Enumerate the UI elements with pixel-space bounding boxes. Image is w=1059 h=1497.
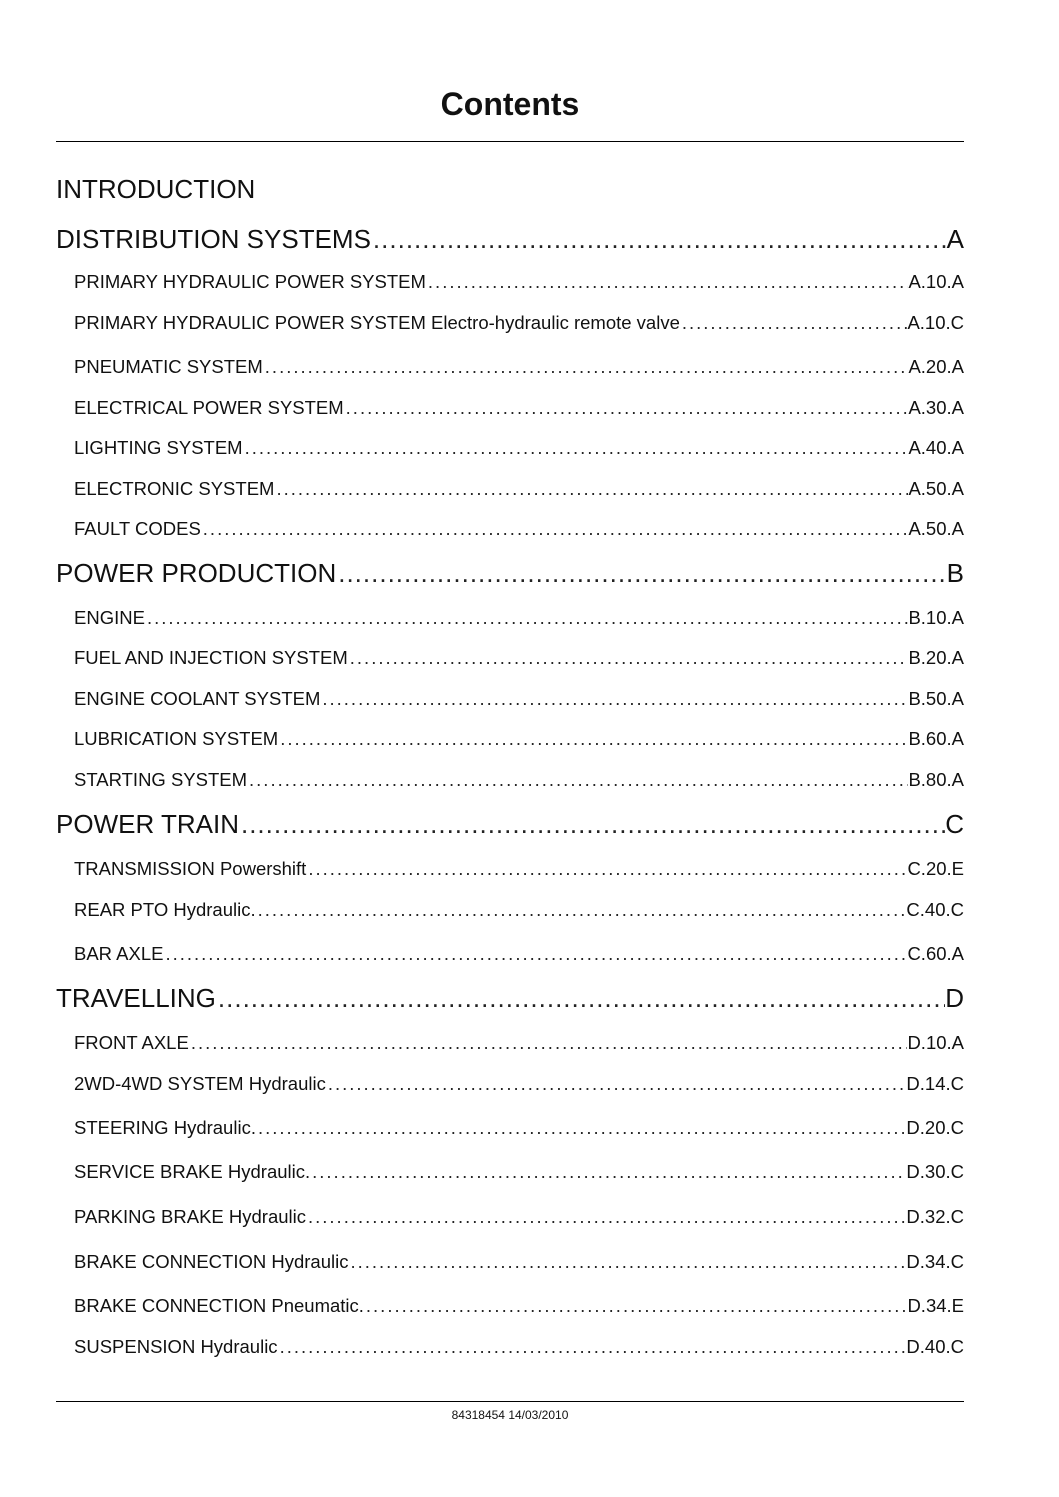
toc-entry-label: ELECTRONIC SYSTEM xyxy=(74,478,275,499)
toc-entry[interactable] xyxy=(74,312,964,334)
toc-entry[interactable] xyxy=(74,607,964,629)
toc-entry-label: FRONT AXLE xyxy=(74,1032,189,1053)
dot-leader xyxy=(326,1073,907,1095)
toc-entry-ref: D.20.C xyxy=(906,1117,964,1138)
toc-section-title: POWER TRAIN xyxy=(56,809,239,839)
dot-leader xyxy=(320,688,908,710)
toc-entry-ref: A.20.A xyxy=(908,356,964,377)
toc-entry[interactable] xyxy=(74,478,964,500)
toc-entry-label: BRAKE CONNECTION Hydraulic xyxy=(74,1251,349,1272)
toc-entry-label: FUEL AND INJECTION SYSTEM xyxy=(74,647,348,668)
toc-entry-label: PRIMARY HYDRAULIC POWER SYSTEM Electro-hydraulic remote valve xyxy=(74,312,680,333)
toc-entry-label: SUSPENSION Hydraulic xyxy=(74,1336,278,1357)
toc-entry-ref: A.10.A xyxy=(908,271,964,292)
toc-entry-label: BRAKE CONNECTION Pneumatic. xyxy=(74,1295,364,1316)
toc-entry-ref: D.10.A xyxy=(907,1032,964,1053)
dot-leader xyxy=(189,1032,908,1054)
toc-entry-ref: C.60.A xyxy=(907,943,964,964)
toc-entry-ref: A.50.A xyxy=(908,478,964,499)
toc-entry-ref: D.30.C xyxy=(906,1161,964,1182)
toc-entry-label: STEERING Hydraulic. xyxy=(74,1117,256,1138)
toc-entry-label: STARTING SYSTEM xyxy=(74,769,248,790)
toc-entry[interactable] xyxy=(74,1032,964,1054)
toc-entry-label: LIGHTING SYSTEM xyxy=(74,437,243,458)
toc-entry-label: BAR AXLE xyxy=(74,943,164,964)
toc-entry-ref: B.50.A xyxy=(908,688,964,709)
toc-section-power-train[interactable] xyxy=(56,809,964,840)
toc-entry-label: 2WD-4WD SYSTEM Hydraulic xyxy=(74,1073,326,1094)
dot-leader xyxy=(278,728,908,750)
toc-section-ref: D xyxy=(945,983,964,1013)
dot-leader xyxy=(256,1117,906,1139)
toc-entry-label: ENGINE xyxy=(74,607,145,628)
toc-entry[interactable] xyxy=(74,1117,964,1139)
toc-section-travelling[interactable] xyxy=(56,983,964,1014)
toc-entry-label: PARKING BRAKE Hydraulic xyxy=(74,1206,306,1227)
toc-entry-ref: B.80.A xyxy=(908,769,964,790)
toc-entry[interactable] xyxy=(74,437,964,459)
top-divider xyxy=(56,141,964,142)
toc-entry-ref: D.34.C xyxy=(906,1251,964,1272)
toc-entry-ref: B.10.A xyxy=(908,607,964,628)
toc-intro-label: INTRODUCTION xyxy=(56,174,256,204)
dot-leader xyxy=(278,1336,907,1358)
dot-leader xyxy=(274,478,908,500)
toc-section-title: TRAVELLING xyxy=(56,983,216,1013)
bottom-divider xyxy=(56,1401,964,1402)
toc-entry-label: ELECTRICAL POWER SYSTEM xyxy=(74,397,344,418)
dot-leader xyxy=(201,518,909,540)
dot-leader xyxy=(306,1206,906,1228)
dot-leader xyxy=(263,356,909,378)
toc-entry-label: SERVICE BRAKE Hydraulic. xyxy=(74,1161,311,1182)
toc-entry[interactable] xyxy=(74,728,964,750)
dot-leader xyxy=(243,437,909,459)
toc-entry-label: TRANSMISSION Powershift xyxy=(74,858,307,879)
toc-entry[interactable] xyxy=(74,688,964,710)
dot-leader xyxy=(247,769,908,791)
toc-entry-ref: D.14.C xyxy=(906,1073,964,1094)
toc-entry[interactable] xyxy=(74,1073,964,1095)
toc-entry-ref: C.40.C xyxy=(906,899,964,920)
toc-section-title: POWER PRODUCTION xyxy=(56,558,337,588)
toc-entry-ref: B.60.A xyxy=(908,728,964,749)
toc-entry[interactable] xyxy=(74,769,964,791)
toc-entry-ref: A.40.A xyxy=(908,437,964,458)
toc-entry[interactable] xyxy=(74,271,964,293)
toc-intro[interactable] xyxy=(56,174,964,205)
footer-document-id: 84318454 14/03/2010 xyxy=(451,1408,569,1422)
dot-leader xyxy=(680,312,908,334)
toc-entry-label: ENGINE COOLANT SYSTEM xyxy=(74,688,321,709)
toc-section-ref: B xyxy=(946,558,964,588)
toc-entry-label: PNEUMATIC SYSTEM xyxy=(74,356,263,377)
dot-leader xyxy=(163,943,907,965)
toc-entry[interactable] xyxy=(74,1251,964,1273)
toc-entry-ref: D.32.C xyxy=(906,1206,964,1227)
dot-leader xyxy=(145,607,909,629)
toc-section-ref: C xyxy=(945,809,964,839)
dot-leader xyxy=(426,271,909,293)
toc-entry[interactable] xyxy=(74,899,964,921)
toc-entry-label: REAR PTO Hydraulic. xyxy=(74,899,256,920)
dot-leader xyxy=(364,1295,908,1317)
toc-entry-label: LUBRICATION SYSTEM xyxy=(74,728,279,749)
toc-entry[interactable] xyxy=(74,1295,964,1317)
dot-leader xyxy=(306,858,907,880)
dot-leader xyxy=(348,1251,906,1273)
dot-leader xyxy=(371,224,947,255)
toc-entry-ref: D.34.E xyxy=(907,1295,964,1316)
toc-section-power-production[interactable] xyxy=(56,558,964,589)
toc-entry-ref: A.30.A xyxy=(908,397,964,418)
toc-entry-ref: A.10.C xyxy=(907,312,964,333)
toc-entry-ref: D.40.C xyxy=(906,1336,964,1357)
toc-entry-label: FAULT CODES xyxy=(74,518,201,539)
toc-entry[interactable] xyxy=(74,1161,964,1183)
toc-entry-ref: A.50.A xyxy=(908,518,964,539)
dot-leader xyxy=(239,809,945,840)
dot-leader xyxy=(348,647,909,669)
toc-entry[interactable] xyxy=(74,1206,964,1228)
toc-entry[interactable] xyxy=(74,943,964,965)
toc-entry-ref: B.20.A xyxy=(908,647,964,668)
dot-leader xyxy=(310,1161,906,1183)
toc-section-ref: A xyxy=(946,224,964,254)
toc-entry-ref: C.20.E xyxy=(907,858,964,879)
dot-leader xyxy=(336,558,946,589)
toc-entry[interactable] xyxy=(74,858,964,880)
toc-section-title: DISTRIBUTION SYSTEMS xyxy=(56,224,371,254)
toc-entry[interactable] xyxy=(74,518,964,540)
toc-entry[interactable] xyxy=(74,1336,964,1358)
toc-entry-label: PRIMARY HYDRAULIC POWER SYSTEM xyxy=(74,271,426,292)
page-title: Contents xyxy=(440,86,580,122)
toc-entry[interactable] xyxy=(74,356,964,378)
toc-entry[interactable] xyxy=(74,397,964,419)
toc-entry[interactable] xyxy=(74,647,964,669)
dot-leader xyxy=(216,983,945,1014)
dot-leader xyxy=(256,899,907,921)
toc-section-distribution-systems[interactable] xyxy=(56,224,964,255)
dot-leader xyxy=(344,397,909,419)
